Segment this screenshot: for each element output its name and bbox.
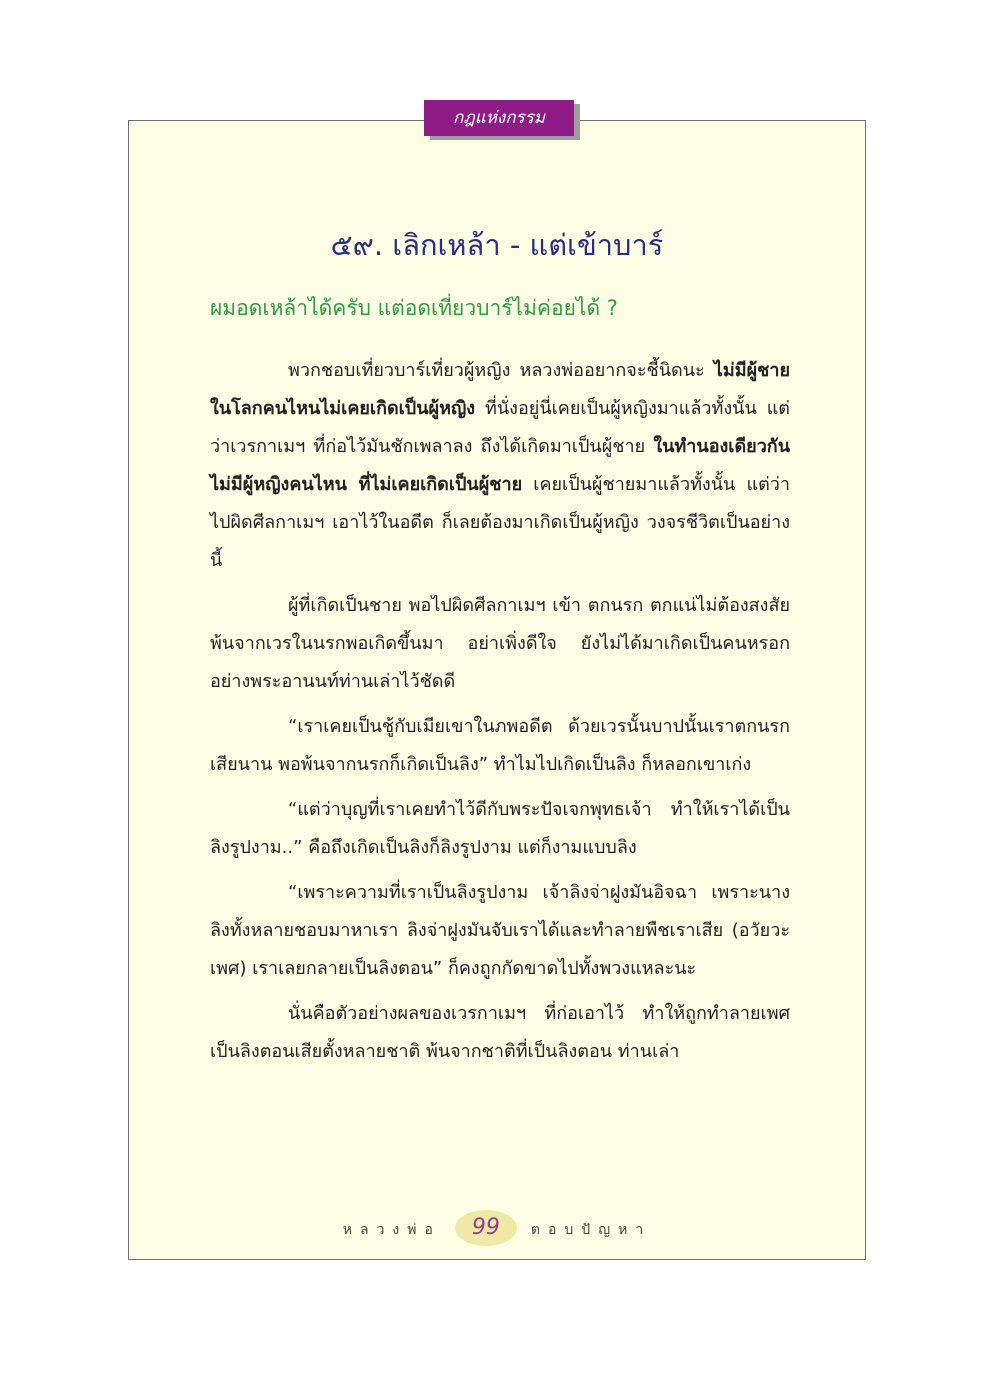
footer-left-text: หลวงพ่อ — [342, 1222, 441, 1238]
paragraph-1 — [210, 352, 790, 580]
article-question: ผมอดเหล้าได้ครับ แต่อดเที่ยวบาร์ไม่ค่อยได้ ? — [210, 296, 618, 320]
p1-bold-2: ในทำนองเดียวกันไม่มีผู้หญิงคนไหน ที่ไม่เคยเกิดเป็นผู้ชาย — [210, 436, 790, 495]
footer-right-text: ตอบปัญหา — [530, 1222, 652, 1238]
p1-part-a: พวกชอบเที่ยวบาร์เที่ยวผู้หญิง หลวงพ่ออยากจะชี้นิดนะ — [288, 360, 714, 381]
header-tab: กฎแห่งกรรม — [424, 100, 574, 136]
paragraph-2: ผู้ที่เกิดเป็นชาย พอไปผิดศีลกาเมฯ เข้า ตกนรก ตกแน่ไม่ต้องสงสัย พ้นจากเวรในนรกพอเกิดขึ้นมา อย่าเพิ่งดีใจ ยังไม่ได้มาเกิดเป็นคนหรอก อย่างพระอานนท์ท่านเล่าไว้ชัดดี — [210, 595, 790, 692]
page-number: 99 — [455, 1210, 517, 1246]
p1-part-c: ที่นั่งอยู่นี่เคยเป็นผู้หญิงมาแล้วทั้งนั้น แต่ว่าเวรกาเมฯ ที่ก่อไว้มันชักเพลาลง ถึงได้เกิดมาเป็นผู้ชาย — [210, 398, 790, 457]
paragraph-4: “แต่ว่าบุญที่เราเคยทำไว้ดีกับพระปัจเจกพุทธเจ้า ทำให้เราได้เป็นลิงรูปงาม..” คือถึงเกิดเป็นลิงก็ลิงรูปงาม แต่ก็งามแบบลิง — [210, 799, 790, 858]
p1-part-e: เคยเป็นผู้ชายมาแล้วทั้งนั้น แต่ว่าไปผิดศีลกาเมฯ เอาไว้ในอดีต ก็เลยต้องมาเกิดเป็นผู้หญิง วงจรชีวิตเป็นอย่างนี้ — [210, 474, 790, 571]
paragraph-5: “เพราะความที่เราเป็นลิงรูปงาม เจ้าลิงจ่าฝูงมันอิจฉา เพราะนางลิงทั้งหลายชอบมาหาเรา ลิงจ่าฝูงมันจับเราได้และทำลายพืชเราเสีย (อวัยวะเพศ) เราเลยกลายเป็นลิงตอน” ก็คงถูกกัดขาดไปทั้งพวงแหละนะ — [210, 882, 790, 979]
article-title: ๕๙. เลิกเหล้า - แต่เข้าบาร์ — [330, 228, 664, 262]
article-body — [210, 352, 790, 1078]
paragraph-6: นั่นคือตัวอย่างผลของเวรกาเมฯ ที่ก่อเอาไว้ ทำให้ถูกทำลายเพศ เป็นลิงตอนเสียตั้งหลายชาติ พ้นจากชาติที่เป็นลิงตอน ท่านเล่า — [210, 1003, 790, 1062]
page-footer — [128, 1210, 866, 1250]
paragraph-3: “เราเคยเป็นชู้กับเมียเขาในภพอดีต ด้วยเวรนั้นบาปนั้นเราตกนรกเสียนาน พอพ้นจากนรกก็เกิดเป็นลิง” ทำไมไปเกิดเป็นลิง ก็หลอกเขาเก่ง — [210, 716, 790, 775]
page-number-wrap — [455, 1210, 517, 1250]
p1-bold-1: ไม่มีผู้ชายในโลกคนไหนไม่เคยเกิดเป็นผู้หญิง — [210, 360, 790, 419]
